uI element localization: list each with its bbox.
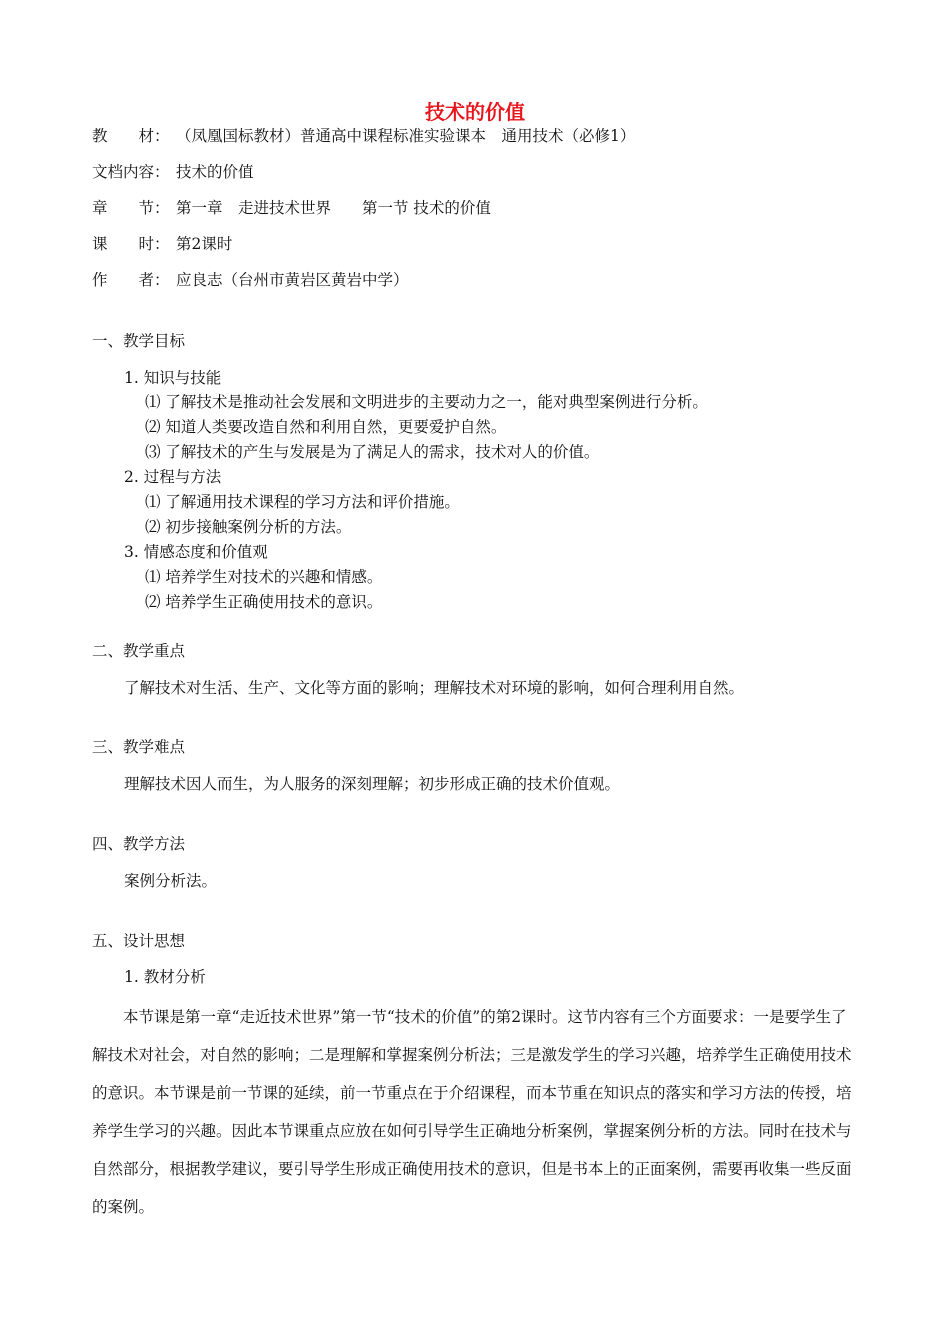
objective-item: ⑴ 培养学生对技术的兴趣和情感。 bbox=[145, 568, 383, 586]
objective-item: ⑴ 了解技术是推动社会发展和文明进步的主要动力之一，能对典型案例进行分析。 bbox=[145, 393, 708, 411]
meta-label: 章 节： bbox=[92, 199, 170, 217]
objective-group-heading: 1. 知识与技能 bbox=[124, 369, 222, 387]
document-title: 技术的价值 bbox=[425, 100, 525, 124]
design-analysis-paragraph bbox=[92, 998, 862, 1226]
meta-value: 应良志（台州市黄岩区黄岩中学） bbox=[176, 271, 409, 289]
meta-label: 文档内容： bbox=[92, 163, 170, 181]
objective-item: ⑵ 初步接触案例分析的方法。 bbox=[145, 518, 352, 536]
meta-label: 课 时： bbox=[92, 235, 170, 253]
section-heading: 五、设计思想 bbox=[92, 932, 186, 950]
meta-period bbox=[92, 235, 232, 254]
objective-group-heading: 3. 情感态度和价值观 bbox=[124, 543, 268, 561]
meta-value: （凤凰国标教材）普通高中课程标准实验课本 通用技术（必修1） bbox=[176, 127, 636, 145]
objective-item: ⑶ 了解技术的产生与发展是为了满足人的需求，技术对人的价值。 bbox=[145, 443, 600, 461]
section-heading: 三、教学难点 bbox=[92, 738, 186, 756]
section-heading: 一、教学目标 bbox=[92, 332, 186, 350]
meta-value: 第2课时 bbox=[176, 235, 233, 253]
paragraph-text: 本节课是第一章“走近技术世界”第一节“技术的价值”的第2课时。这节内容有三个方面要求：一是要学生了解技术对社会，对自然的影响；二是理解和掌握案例分析法；三是激发学生的学习兴趣，培养学生正确使用技术的意识。本节课是前一节课的延续，前一节重点在于介绍课程，而本节重在知识点的落实和学习方法的传授，培养学生学习的兴趣。因此本节课重点应放在如何引导学生正确地分析案例，掌握案例分析的方法。同时在技术与自然部分，根据教学建议，要引导学生形成正确使用技术的意识，但是书本上的正面案例，需要再收集一些反面的案例。 bbox=[92, 1008, 852, 1216]
meta-content bbox=[92, 163, 254, 182]
section-body: 了解技术对生活、生产、文化等方面的影响；理解技术对环境的影响，如何合理利用自然。 bbox=[124, 679, 745, 697]
meta-label: 作 者： bbox=[92, 271, 170, 289]
meta-textbook bbox=[92, 127, 635, 146]
meta-author bbox=[92, 271, 409, 290]
section-heading: 四、教学方法 bbox=[92, 835, 186, 853]
meta-value: 第一章 走进技术世界 第一节 技术的价值 bbox=[176, 199, 491, 217]
section-body: 理解技术因人而生，为人服务的深刻理解；初步形成正确的技术价值观。 bbox=[124, 775, 621, 793]
objective-item: ⑴ 了解通用技术课程的学习方法和评价措施。 bbox=[145, 493, 460, 511]
section-body: 案例分析法。 bbox=[124, 872, 218, 890]
meta-label: 教 材： bbox=[92, 127, 170, 145]
objective-item: ⑵ 培养学生正确使用技术的意识。 bbox=[145, 593, 383, 611]
objective-group-heading: 2. 过程与方法 bbox=[124, 468, 222, 486]
section-heading: 二、教学重点 bbox=[92, 642, 186, 660]
meta-value: 技术的价值 bbox=[176, 163, 254, 181]
objective-item: ⑵ 知道人类要改造自然和利用自然，更要爱护自然。 bbox=[145, 418, 507, 436]
meta-chapter bbox=[92, 199, 491, 218]
subsection-heading: 1. 教材分析 bbox=[124, 968, 206, 986]
